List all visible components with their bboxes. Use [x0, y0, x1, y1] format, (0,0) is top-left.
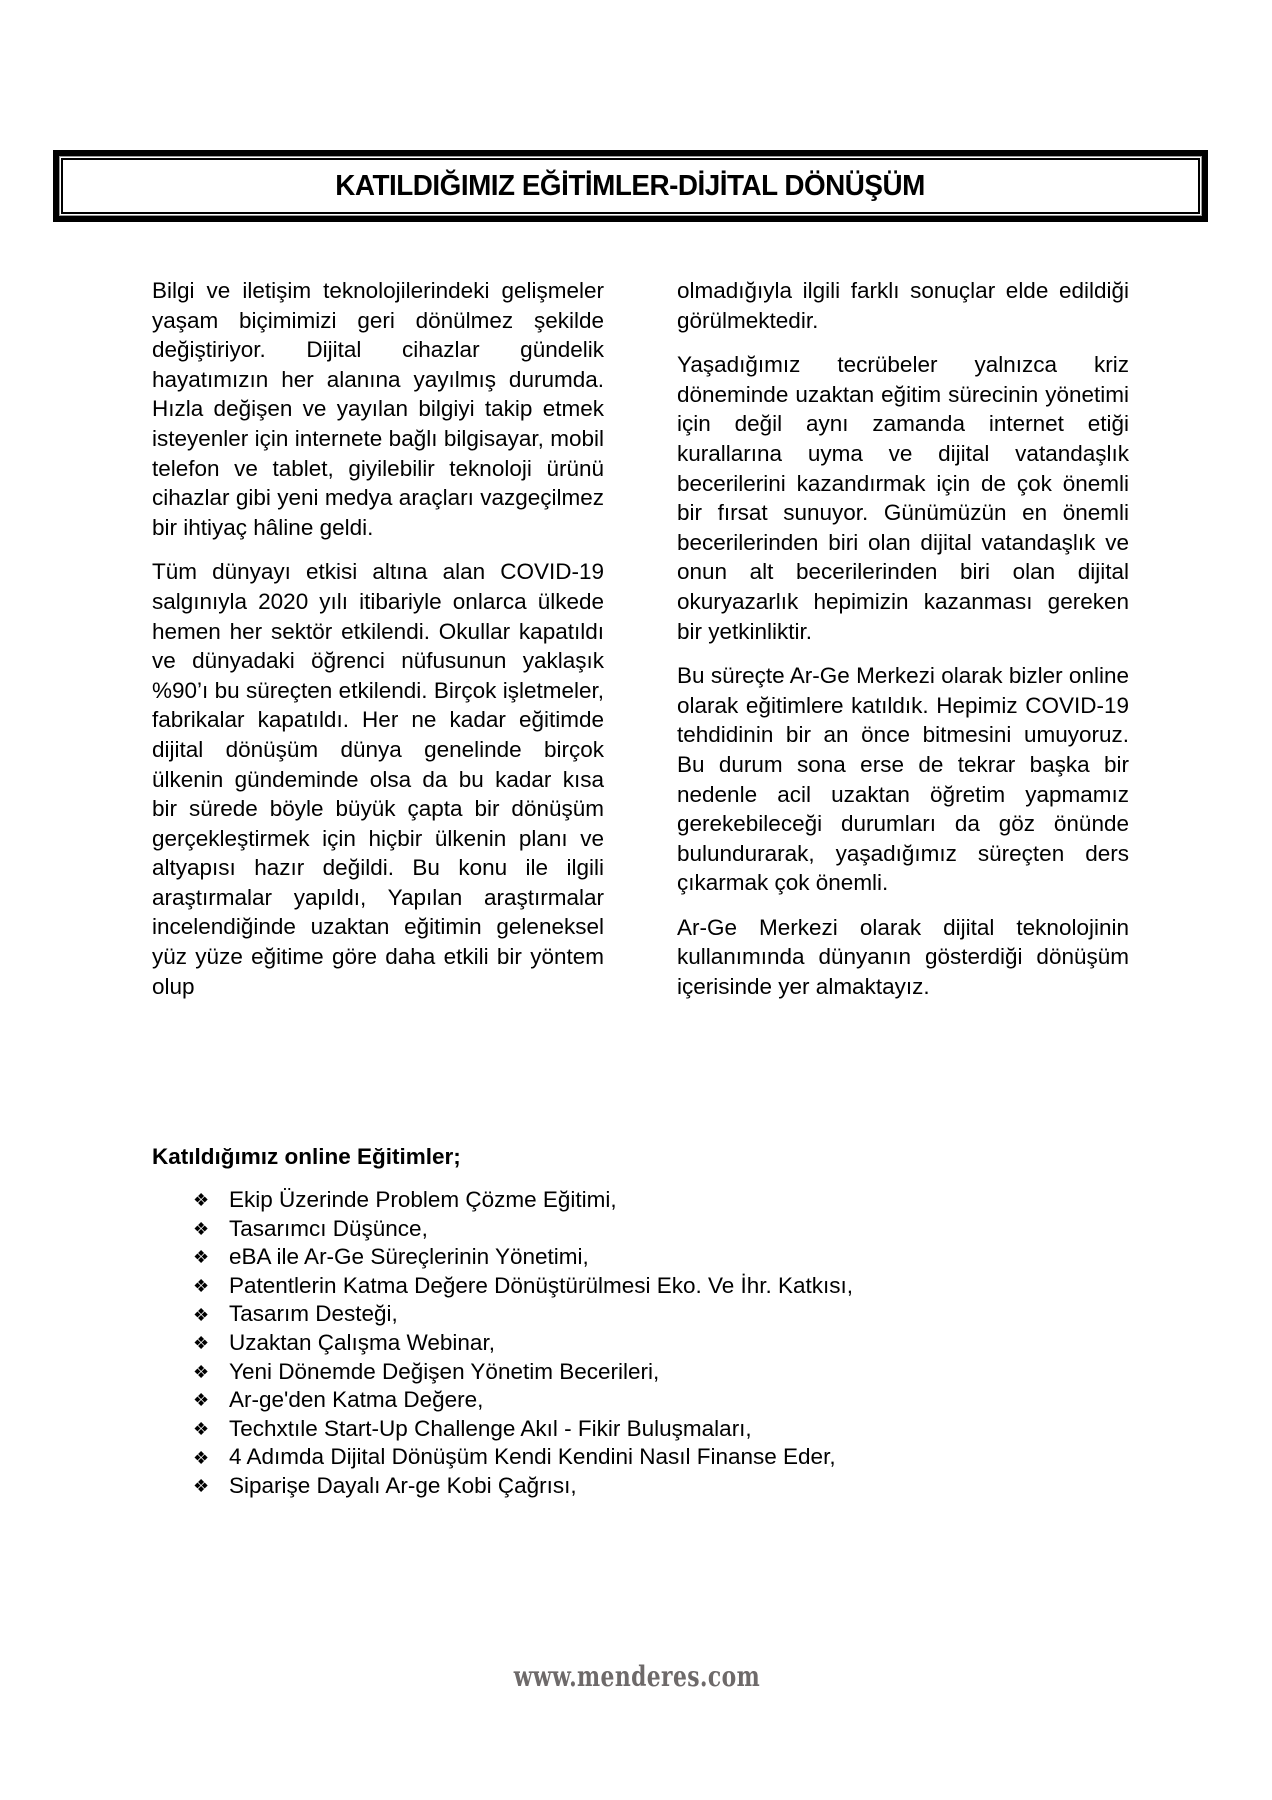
list-item: [193, 1472, 853, 1501]
list-item-label: 4 Adımda Dijital Dönüşüm Kendi Kendini Nasıl Finanse Eder,: [229, 1444, 836, 1470]
diamond-bullet-icon: ❖: [193, 1247, 210, 1268]
paragraph-experience: Yaşadığımız tecrübeler yalnızca kriz döneminde uzaktan eğitim sürecinin yönetimi için değil aynı zamanda internet etiği kurallarına uyma ve dijital vatandaşlık becerilerini kazandırmak için de çok önemli bir fırsat sunuyor. Günümüzün en önemli becerilerinden biri olan dijital vatandaşlık ve onun alt becerilerinden biri olan dijital okuryazarlık hepimizin kazanması gereken bir yetkinliktir.: [677, 352, 1129, 644]
list-item-label: Tasarımcı Düşünce,: [229, 1215, 428, 1241]
page-title: KATILDIĞIMIZ EĞİTİMLER-DİJİTAL DÖNÜŞÜM: [335, 169, 926, 202]
paragraph-results: olmadığıyla ilgili farklı sonuçlar elde edildiği görülmektedir.: [677, 278, 1129, 333]
list-item-label: Siparişe Dayalı Ar-ge Kobi Çağrısı,: [229, 1472, 577, 1498]
list-item-label: eBA ile Ar-Ge Süreçlerinin Yönetimi,: [229, 1244, 589, 1270]
list-item: [193, 1300, 853, 1329]
paragraph-intro: Bilgi ve iletişim teknolojilerindeki gelişmeler yaşam biçimimizi geri dönülmez şekilde değiştiriyor. Dijital cihazlar gündelik hayatımızın her alanına yayılmış durumda. Hızla değişen ve yayılan bilgiyi takip etmek isteyenler için internete bağlı bilgisayar, mobil telefon ve tablet, giyilebilir teknoloji ürünü cihazlar gibi yeni medya araçları vazgeçilmez bir ihtiyaç hâline geldi.: [152, 278, 604, 540]
paragraph-process: Bu süreçte Ar-Ge Merkezi olarak bizler online olarak eğitimlere katıldık. Hepimiz COVID-19 tehdidinin bir an önce bitmesini umuyoruz. Bu durum sona erse de tekrar başka bir nedenle acil uzaktan öğretim yapmamız gerekebileceği durumları da göz önünde bulundurarak, yaşadığımız süreçten ders çıkarmak çok önemli.: [677, 663, 1129, 896]
list-item: [193, 1415, 853, 1444]
list-item-label: Yeni Dönemde Değişen Yönetim Becerileri,: [229, 1358, 660, 1384]
paragraph-covid: Tüm dünyayı etkisi altına alan COVID-19 salgınıyla 2020 yılı itibariyle onlarca ülkede hemen her sektör etkilendi. Okullar kapatıldı ve dünyadaki öğrenci nüfusunun yaklaşık %90’ı bu süreçten etkilendi. Birçok işletmeler, fabrikalar kapatıldı. Her ne kadar eğitimde dijital dönüşüm dünya genelinde birçok ülkenin gündeminde olsa da bu kadar kısa bir sürede böyle büyük çapta bir dönüşüm gerçekleştirmek için hiçbir ülkenin planı ve altyapısı hazır değildi. Bu konu ile ilgili araştırmalar yapıldı, Yapılan araştırmalar incelendiğinde uzaktan eğitimin geleneksel yüz yüze eğitime göre daha etkili bir yöntem olup: [152, 559, 604, 999]
diamond-bullet-icon: ❖: [193, 1419, 210, 1440]
list-item-label: Ekip Üzerinde Problem Çözme Eğitimi,: [229, 1187, 617, 1212]
paragraph-conclusion: Ar-Ge Merkezi olarak dijital teknolojinin kullanımında dünyanın gösterdiği dönüşüm içerisinde yer almaktayız.: [677, 914, 1129, 1000]
trainings-heading: Katıldığımız online Eğitimler;: [152, 1144, 461, 1169]
diamond-bullet-icon: ❖: [193, 1190, 210, 1211]
diamond-bullet-icon: ❖: [193, 1361, 210, 1382]
diamond-bullet-icon: ❖: [193, 1390, 210, 1411]
diamond-bullet-icon: ❖: [193, 1447, 210, 1468]
left-column: [152, 276, 604, 1016]
title-frame: [53, 150, 1208, 222]
diamond-bullet-icon: ❖: [193, 1304, 210, 1325]
list-item: [193, 1215, 853, 1244]
right-column: [677, 276, 1129, 1017]
list-item-label: Uzaktan Çalışma Webinar,: [229, 1329, 495, 1355]
list-item-label: Patentlerin Katma Değere Dönüştürülmesi Eko. Ve İhr. Katkısı,: [229, 1272, 854, 1298]
footer-website-url: www.menderes.com: [513, 1660, 761, 1693]
list-item-label: Techxtıle Start-Up Challenge Akıl - Fikir Buluşmaları,: [229, 1415, 752, 1441]
list-item: [193, 1386, 853, 1415]
list-item-label: Tasarım Desteği,: [229, 1301, 398, 1327]
list-item: [193, 1329, 853, 1358]
diamond-bullet-icon: ❖: [193, 1476, 210, 1497]
title-inner-frame: [59, 156, 1202, 216]
list-item: [193, 1243, 853, 1272]
diamond-bullet-icon: ❖: [193, 1218, 210, 1239]
list-item: [193, 1358, 853, 1387]
diamond-bullet-icon: ❖: [193, 1276, 210, 1297]
list-item-label: Ar-ge'den Katma Değere,: [229, 1387, 484, 1413]
list-item: [193, 1186, 853, 1215]
list-item: [193, 1443, 853, 1472]
trainings-list: [193, 1186, 853, 1501]
list-item: [193, 1272, 853, 1301]
diamond-bullet-icon: ❖: [193, 1333, 210, 1354]
